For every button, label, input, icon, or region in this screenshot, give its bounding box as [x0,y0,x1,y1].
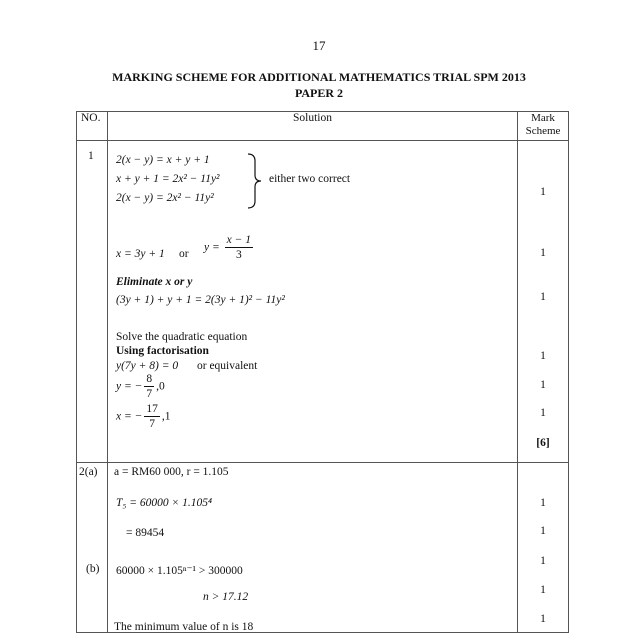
q1-x-result-lhs: x = − [116,410,143,423]
q2-given: a = RM60 000, r = 1.105 [114,466,229,478]
q1-using-factorisation: Using factorisation [116,345,209,357]
q1-mark-3: 1 [540,291,546,303]
q2-number-cell [77,463,108,633]
q2-t5-value: = 89454 [126,527,165,539]
q1-mark-4: 1 [540,350,546,362]
q1-y-result-num: 8 [146,373,153,385]
q1-x-result-num: 17 [146,403,158,415]
title-line-1: MARKING SCHEME FOR ADDITIONAL MATHEMATICS TRIAL SPM 2013 [112,70,526,84]
q1-eq1: 2(x − y) = x + y + 1 [116,154,210,166]
q2-number-b: (b) [86,563,100,575]
curly-brace-icon [246,153,262,209]
table-header-row [77,112,569,141]
q1-solve-text: Solve the quadratic equation [116,331,248,343]
q1-x-result-fraction [144,402,160,431]
q2-mark-3: 1 [540,555,546,567]
q1-marks-cell [518,141,569,463]
title-line-2: PAPER 2 [294,86,344,100]
q1-eliminate: Eliminate x or y [116,276,193,288]
q1-brace-note: either two correct [269,173,351,185]
table-row-q1 [77,141,569,463]
q1-y-result-lhs: y = − [116,380,143,393]
q2-n-value: n > 17.12 [203,591,249,603]
q1-or-equivalent: or equivalent [197,360,258,372]
header-mark-line1: Mark [531,112,555,124]
q2-mark-2: 1 [540,525,546,537]
q1-eq3: 2(x − y) = 2x² − 11y² [116,192,214,204]
q1-eq2: x + y + 1 = 2x² − 11y² [116,173,220,185]
header-no: NO. [77,112,108,141]
q1-or: or [179,248,189,260]
table-row-q2 [77,463,569,633]
q2-mark-5: 1 [540,613,546,625]
q1-y-denominator: 3 [235,249,242,261]
page-number: 17 [312,38,326,53]
q1-x-result-den: 7 [149,418,155,430]
q1-number-cell [77,141,108,463]
q1-solution-cell [108,141,518,463]
q1-x-result-rest: ,1 [161,410,171,423]
q1-x-result [116,402,171,431]
q1-y-result-rest: ,0 [156,380,165,393]
q1-y-fraction-eq [204,233,255,262]
q1-mark-1: 1 [540,186,546,198]
q2-solution-cell [108,463,518,633]
q1-mark-6: 1 [540,407,546,419]
q1-y-result [116,372,165,401]
q1-factor-eq: y(7y + 8) = 0 [116,360,179,372]
q2-t5-eq: T₅ = 60000 × 1.105⁴ [116,497,213,509]
header-mark-scheme [518,112,569,141]
q1-y-numerator: x − 1 [226,234,251,246]
q2-number-a: 2(a) [79,466,98,478]
q2-inequality: 60000 × 1.105ⁿ⁻¹ > 300000 [116,565,243,577]
q1-number: 1 [88,150,94,162]
q1-mark-2: 1 [540,247,546,259]
q2-marks-cell [518,463,569,633]
q1-substitution-eq: (3y + 1) + y + 1 = 2(3y + 1)² − 11y² [116,294,285,306]
marking-scheme-table [76,111,569,633]
q1-y-eq: y = [204,241,220,254]
q1-line-x: x = 3y + 1 [116,248,165,260]
q1-y-result-fraction [144,372,154,401]
q2-min-n: The minimum value of n is 18 [114,621,254,633]
page-title [0,69,638,101]
q2-mark-4: 1 [540,584,546,596]
q2-mark-1: 1 [540,497,546,509]
q1-y-fraction [225,233,253,262]
q1-y-result-den: 7 [146,388,153,400]
q1-mark-5: 1 [540,379,546,391]
header-mark-line2: Scheme [525,125,561,137]
header-solution: Solution [108,112,518,141]
q1-total-marks: [6] [536,437,550,449]
